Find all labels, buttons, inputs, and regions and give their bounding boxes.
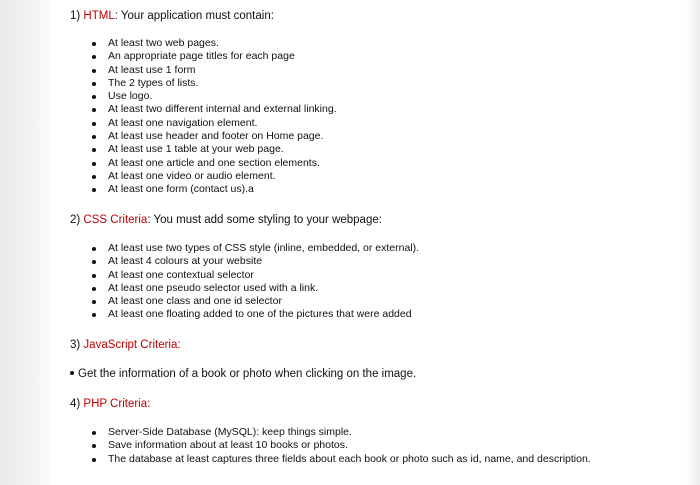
document-page — [50, 0, 690, 485]
css-criteria-list — [90, 242, 419, 322]
page-shadow-right — [686, 0, 700, 485]
list-item: Server-Side Database (MySQL): keep things simple. — [90, 426, 591, 439]
section-title: CSS Criteria — [83, 214, 148, 226]
section-title: JavaScript Criteria: — [83, 339, 181, 351]
list-item: At least one pseudo selector used with a link. — [90, 282, 419, 295]
section-number: 1) — [70, 10, 84, 22]
list-item: At least use header and footer on Home page. — [90, 130, 337, 143]
section-title: PHP Criteria: — [83, 398, 151, 410]
section-description: : Your application must contain: — [114, 10, 274, 22]
list-item: At least one navigation element. — [90, 117, 337, 130]
list-item: At least one class and one id selector — [90, 295, 419, 308]
css-section-heading — [70, 213, 382, 227]
html-section-heading — [70, 9, 274, 23]
html-criteria-list — [90, 37, 337, 197]
list-item: At least one video or audio element. — [90, 170, 337, 183]
list-item: At least one form (contact us).a — [90, 183, 337, 196]
list-item: At least two different internal and external linking. — [90, 103, 337, 116]
php-section-heading — [70, 397, 150, 411]
list-item: Use logo. — [90, 90, 337, 103]
page-shadow-left — [0, 0, 50, 485]
js-section-heading — [70, 338, 181, 352]
list-item: Save information about at least 10 books or photos. — [90, 439, 591, 452]
list-item: At least one article and one section elements. — [90, 157, 337, 170]
list-item: At least 4 colours at your website — [90, 255, 419, 268]
list-item: At least one contextual selector — [90, 269, 419, 282]
list-item: At least use 1 table at your web page. — [90, 143, 337, 156]
section-description: : You must add some styling to your webpage: — [147, 214, 382, 226]
section-title: HTML — [83, 10, 115, 22]
list-item: At least use 1 form — [90, 64, 337, 77]
js-criteria-text: Get the information of a book or photo when clicking on the image. — [78, 368, 417, 380]
list-item: At least one floating added to one of the pictures that were added — [90, 308, 419, 321]
list-item: At least use two types of CSS style (inline, embedded, or external). — [90, 242, 419, 255]
php-criteria-list — [90, 426, 591, 466]
js-criteria-item — [70, 367, 416, 381]
section-number: 4) — [70, 398, 84, 410]
list-item: At least two web pages. — [90, 37, 337, 50]
list-item: The 2 types of lists. — [90, 77, 337, 90]
bullet-icon — [70, 371, 74, 375]
section-number: 3) — [70, 339, 84, 351]
list-item: An appropriate page titles for each page — [90, 50, 337, 63]
section-number: 2) — [70, 214, 84, 226]
list-item: The database at least captures three fields about each book or photo such as id, name, and description. — [90, 453, 591, 466]
